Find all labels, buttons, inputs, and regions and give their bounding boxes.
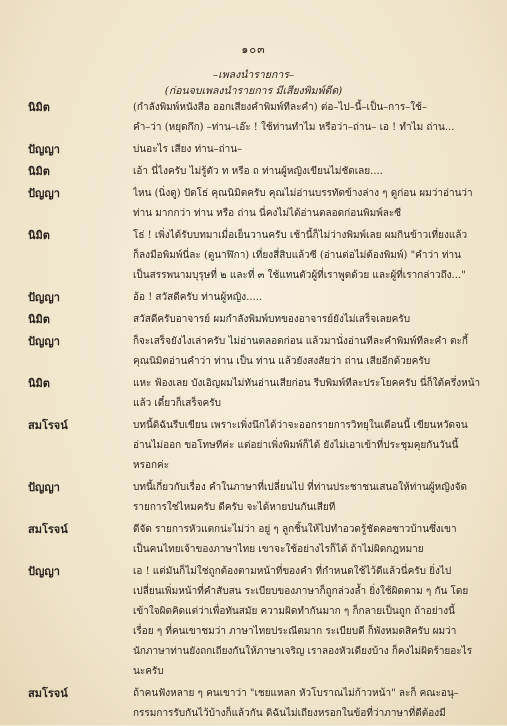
speech-text (133, 332, 486, 372)
speaker-name: นิมิต (28, 377, 50, 390)
dialogue-entry (28, 416, 486, 476)
speech-text (133, 226, 486, 286)
speech-line: อ้อ ! สวัสดีครับ ท่านผู้หญิง..... (133, 292, 263, 303)
dialogue-body (28, 98, 486, 726)
speech-text (133, 416, 486, 476)
speech-line: ถ้าคนฟังหลาย ๆ คนเขาว่า "เชยแหลก หัวโบราณไม่ก้าวหน้า" ละก็ คณะอนุ– (133, 688, 459, 699)
speech-line: นักภาษาท่านยังถกเถียงกันให้ภาษาเจริญ เราลองหัวเดียงบ้าง ก็คงไม่ผิดร้ายอะไร (133, 646, 473, 657)
speech-line: เรื่อย ๆ ที่คนเขาชมว่า ภาษาไทยประณีตมาก ระเบียบดี ก็พังหมดสิครับ ผมว่า (133, 626, 457, 637)
dialogue-entry (28, 520, 486, 560)
dialogue-entry (28, 140, 486, 160)
speech-text (133, 310, 486, 330)
speech-line: แหะ ฟ้องเลย บังเอิญผมไม่ทันอ่านเสียก่อน รีบพิมพ์ทีละประโยคครับ นี่ก็ใต้ครึ่งหน้า (133, 378, 481, 389)
speech-line: โธ่ ! เพิ่งได้รับบทมาเมื่อเย็นวานครับ เช้านี้ก็ไม่ว่างพิมพ์เลย ผมกินข้าวเที่ยงแล้ว (133, 230, 468, 241)
speech-line: (กำลังพิมพ์หนังสือ ออกเสียงคำพิมพ์ทีละคำ) ต่อ–ไป–นี้–เป็น–การ–ใช้– (133, 102, 427, 113)
speech-text (133, 162, 486, 182)
dialogue-entry (28, 562, 486, 682)
speech-line: อ่านไม่ออก ขอโทษทีค่ะ แต่อย่าเพิ่งพิมพ์ก็ได้ ยังไม่เอาเข้าที่ประชุมคุยกันวันนี้ (133, 440, 459, 451)
dialogue-entry (28, 226, 486, 286)
speech-line: เป็นคนไทยเจ้าของภาษาไทย เขาจะใช้อย่างไรก็ได้ ถ้าไม่ผิดกฎหมาย (133, 544, 424, 555)
speech-line: บ่นอะไร เสียง ท่าน–ถ่าน– (133, 144, 243, 155)
speaker-name: ปัญญา (28, 335, 60, 348)
speech-line: เอ้า นี่ไงครับ ไม่รู้ตัว ท หรือ ถ ท่านผู้หญิงเขียนไม่ชัดเลย.... (133, 166, 383, 177)
speaker-name: ปัญญา (28, 291, 60, 304)
dialogue-entry (28, 184, 486, 224)
speaker-name: นิมิต (28, 313, 50, 326)
dialogue-entry (28, 162, 486, 182)
speech-line: บทนี้เกี่ยวกับเรื่อง คำในภาษาที่เปลี่ยนไป ที่ท่านประชาชนเสนอให้ท่านผู้หญิงจัด (133, 482, 467, 493)
speech-text (133, 184, 486, 224)
speech-text (133, 140, 486, 160)
speaker-name: ปัญญา (28, 481, 60, 494)
speech-line: ก็ลงมือพิมพ์นี่ละ (ดูนาฬิกา) เที่ยงสี่สิบแล้วซี (อ่านต่อไม่ต้องพิมพ์) "คำว่า ท่าน (133, 250, 461, 261)
speech-line: กรรมการรับกันไว้บ้างก็แล้วกัน ดิฉันไม่เถียงหรอกในข้อที่ว่าภาษาที่ดีต้องมี (133, 708, 446, 719)
speaker-name: สมโรจน์ (28, 523, 68, 536)
speech-line: รายการใช่ไหมครับ ดีครับ จะได้หายปนกันเสียที (133, 502, 336, 513)
dialogue-entry (28, 310, 486, 330)
speech-line: เปลี่ยนเพิ่มหน้าที่คำสับสน ระเบียบของภาษาก็ถูกล่วงล้ำ ยิ่งใช้ผิดตาม ๆ กัน โดย (133, 586, 469, 597)
speech-line: ดีจัด รายการหัวแตกน่ะไม่ว่า อยู่ ๆ ลูกชิ้นให้ไปทำอวดรู้ชัดคอซาวบ้านซึ่งเขา (133, 524, 457, 535)
dialogue-entry (28, 478, 486, 518)
speaker-name: ปัญญา (28, 187, 60, 200)
program-subtitle: (ก่อนจบเพลงนำรายการ มีเสียงพิมพ์ดีด) (164, 85, 343, 97)
speech-line: ก็จะเสร็จยังไงเล่าครับ ไม่อ่านตลอดก่อน แล้วมานั่งอ่านทีละคำพิมพ์ทีละคำ ตะกี้ (133, 336, 468, 347)
page-number: ๑๐๓ (241, 43, 266, 56)
speech-line: ไหน (นิ่งดู) ปัดโธ่ คุณนิมิตครับ คุณไม่อ่านบรรทัดข้างล่าง ๆ ดูก่อน ผมว่าอ่านว่า (133, 188, 473, 199)
dialogue-entry (28, 374, 486, 414)
dialogue-entry (28, 98, 486, 138)
speaker-name: สมโรจน์ (28, 687, 68, 700)
program-title: –เพลงนำรายการ– (212, 69, 295, 81)
speech-line: คุณนิมิตอ่านคำว่า ท่าน เป็น ท่าน แล้วยังสงสัยว่า ถ่าน เสียอีกด้วยครับ (133, 356, 431, 367)
speech-line: บทนี้ดิฉันรีบเขียน เพราะเพิ่งนึกได้ว่าจะออกรายการวิทยุในเดือนนี้ เขียนหวัดจน (133, 420, 468, 431)
speech-line: สวัสดีครับอาจารย์ ผมกำลังพิมพ์บทของอาจารย์ยังไม่เสร็จเลยครับ (133, 314, 411, 325)
speech-text (133, 98, 486, 138)
speaker-name: ปัญญา (28, 143, 60, 156)
speech-line: เข้าใจผิดคิดแต่ว่าเพื่อทันสมัย ความผิดทำกันมาก ๆ ก็กลายเป็นถูก ถ้าอย่างนี้ (133, 606, 455, 617)
speech-text (133, 562, 486, 682)
speech-line: เอ ! แต่มันก็ไม่ใช่ถูกต้องตามหน้าที่ของคำ ที่กำหนดใช้ไว้ดีแล้วนี่ครับ ยิ่งไป (133, 566, 452, 577)
speaker-name: นิมิต (28, 229, 50, 242)
dialogue-entry (28, 684, 486, 724)
speech-line: ท่าน มากกว่า ท่าน หรือ ถ่าน นี่คงไม่ได้อ่านตลอดก่อนพิมพ์ละซี (133, 208, 402, 219)
speech-text (133, 478, 486, 518)
speaker-name: ปัญญา (28, 565, 60, 578)
speech-text (133, 684, 486, 724)
speech-line: เป็นสรรพนามบุรุษที่ ๒ และที่ ๓ ใช้แทนตัวผู้ที่เราพูดด้วย และผู้ที่เรากล่าวถึง..." (133, 270, 466, 281)
speech-line: คำ–ว่า (หยุดกึก) –ท่าน–เอ๊ะ ! ใช้ท่านทำไม หรือว่า–ถ่าน– เอ ! ทำไม ถ่าน... (133, 122, 455, 133)
speech-line: แล้ว เดี๋ยวก็เสร็จครับ (133, 398, 221, 409)
dialogue-entry (28, 288, 486, 308)
speech-text (133, 374, 486, 414)
speaker-name: นิมิต (28, 101, 50, 114)
speech-line: หรอกค่ะ (133, 460, 170, 471)
speaker-name: สมโรจน์ (28, 419, 68, 432)
speech-text (133, 288, 486, 308)
dialogue-entry (28, 332, 486, 372)
speech-line: นะครับ (133, 666, 164, 677)
speaker-name: นิมิต (28, 165, 50, 178)
speech-text (133, 520, 486, 560)
